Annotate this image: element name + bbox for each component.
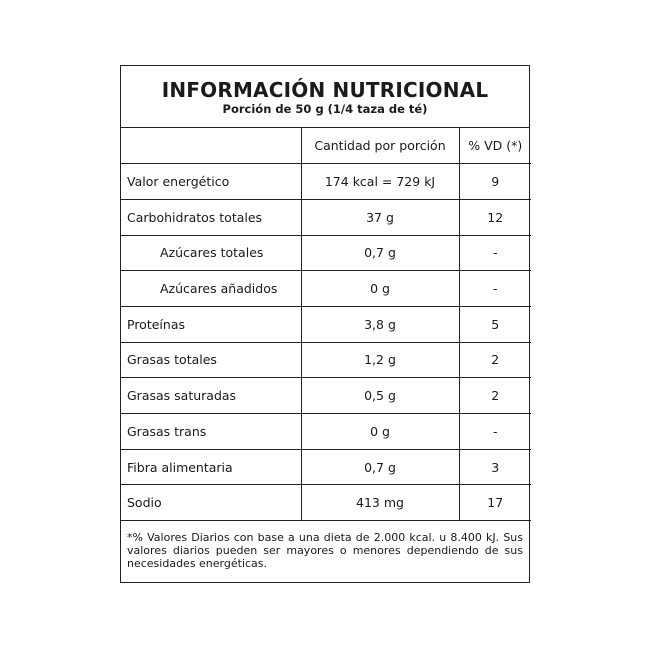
label-header	[121, 66, 529, 128]
header-amount: Cantidad por porción	[301, 128, 459, 164]
nutrient-name: Proteínas	[121, 306, 301, 342]
nutrient-amount: 413 mg	[301, 485, 459, 521]
nutrition-table	[121, 128, 531, 521]
table-row	[121, 342, 531, 378]
nutrient-vd: 9	[459, 164, 531, 200]
nutrient-amount: 1,2 g	[301, 342, 459, 378]
nutrient-name: Carbohidratos totales	[121, 199, 301, 235]
table-row	[121, 306, 531, 342]
table-row	[121, 414, 531, 450]
nutrient-vd: 2	[459, 342, 531, 378]
nutrient-amount: 0 g	[301, 414, 459, 450]
serving-size: Porción de 50 g (1/4 taza de té)	[222, 102, 428, 116]
nutrient-name: Azúcares totales	[121, 235, 301, 271]
table-header-row	[121, 128, 531, 164]
nutrient-name: Fibra alimentaria	[121, 449, 301, 485]
nutrient-name: Valor energético	[121, 164, 301, 200]
table-row	[121, 378, 531, 414]
nutrient-amount: 0,5 g	[301, 378, 459, 414]
table-row	[121, 199, 531, 235]
nutrition-label	[120, 65, 530, 583]
nutrient-name: Grasas trans	[121, 414, 301, 450]
daily-value-footnote	[121, 521, 529, 570]
nutrient-amount: 174 kcal = 729 kJ	[301, 164, 459, 200]
nutrient-amount: 0 g	[301, 271, 459, 307]
nutrient-amount: 37 g	[301, 199, 459, 235]
nutrient-name: Grasas totales	[121, 342, 301, 378]
nutrient-name: Grasas saturadas	[121, 378, 301, 414]
nutrient-vd: -	[459, 271, 531, 307]
nutrient-amount: 0,7 g	[301, 449, 459, 485]
table-row	[121, 164, 531, 200]
nutrient-amount: 3,8 g	[301, 306, 459, 342]
nutrient-name: Sodio	[121, 485, 301, 521]
nutrient-amount: 0,7 g	[301, 235, 459, 271]
table-row	[121, 235, 531, 271]
header-vd: % VD (*)	[459, 128, 531, 164]
label-title: INFORMACIÓN NUTRICIONAL	[161, 78, 489, 102]
footnote-text: *% Valores Diarios con base a una dieta de 2.000 kcal. u 8.400 kJ. Sus valores diarios pueden ser mayores o menores dependiendo de sus necesidades energéticas.	[127, 531, 523, 571]
table-row	[121, 449, 531, 485]
table-row	[121, 271, 531, 307]
nutrient-vd: 2	[459, 378, 531, 414]
nutrient-vd: 17	[459, 485, 531, 521]
nutrient-vd: 12	[459, 199, 531, 235]
nutrient-name: Azúcares añadidos	[121, 271, 301, 307]
nutrient-vd: 3	[459, 449, 531, 485]
nutrient-vd: -	[459, 235, 531, 271]
table-row	[121, 485, 531, 521]
nutrient-vd: -	[459, 414, 531, 450]
header-nutrient	[121, 128, 301, 164]
nutrient-vd: 5	[459, 306, 531, 342]
